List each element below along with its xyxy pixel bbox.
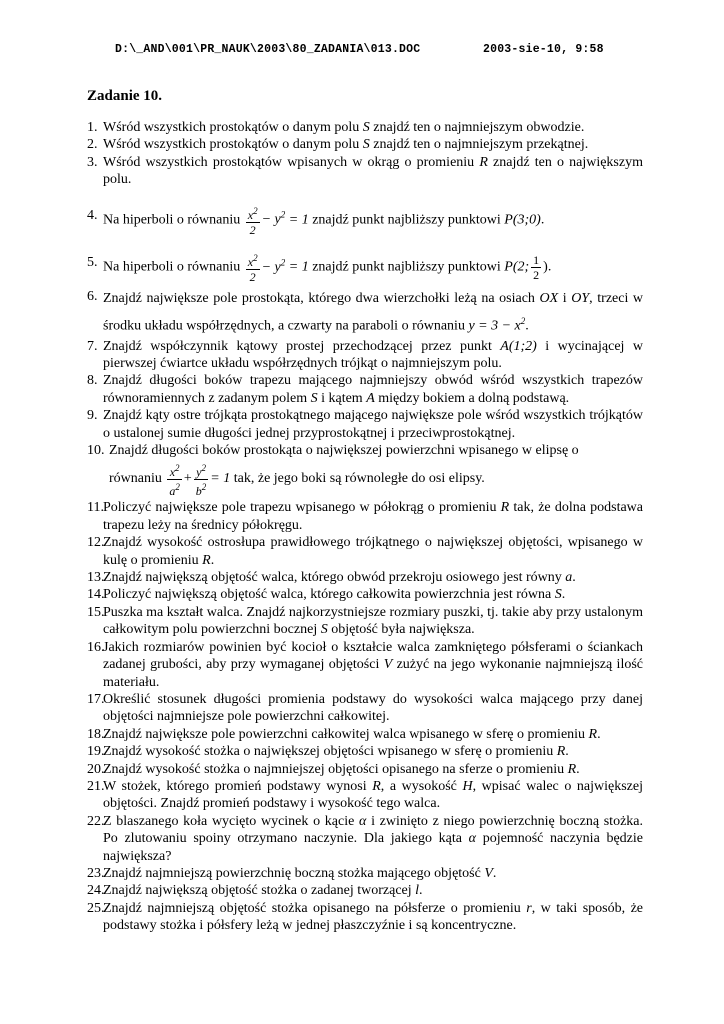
list-item: 8. Znajdź długości boków trapezu mającego najmniejszy obwód wśród wszystkich trapezów równoramiennych z zadanym polem S i kątem A między bokiem a dolną podstawą. [87,373,643,406]
list-item: 14. Policzyć największą objętość walca, którego całkowita powierzchnia jest równa S. [87,587,566,603]
list-item: 16. Jakich rozmiarów powinien być kocioł o kształcie walca zamkniętego półsferami o ściankach zadanej grubości, aby przy wymaganej objętości V zużyć na jego wykonanie najmniejszą ilość materiału. [87,639,643,690]
document-header [115,43,635,56]
list-item: 6. Znajdź największe pole prostokąta, którego dwa wierzchołki leżą na osiach OX i OY, trzeci w środku układu współrzędnych, a czwarty na paraboli o równaniu $y = 3 - x^2$. [87,288,644,334]
list-item: 3. Wśród wszystkich prostokątów wpisanych w okrąg o promieniu R znajdź ten o największym polu. [87,154,643,188]
list-item: 21. W stożek, którego promień podstawy wynosi R, a wysokość H, wpisać walec o największej objętości. Znajdź promień podstawy i wysokość tego walca. [87,778,644,812]
equation-fraction: $\frac{y^2}{b^2}$ [195,462,207,498]
list-item: 12. Znajdź wysokość ostrosłupa prawidłowego trójkątnego o największej objętości, wpisanego w kulę o promieniu R. [87,535,643,568]
list-item: 15. Puszka ma kształt walca. Znajdź najkorzystniejsze rozmiary puszki, tj. takie aby przy ustalonym całkowitym polu powierzchni bocznej S objętość była największa. [87,604,643,638]
list-item: 17. Określić stosunek długości promienia podstawy do wysokości walca mającego przy danej objętości najmniejsze pole powierzchni całkowitej. [87,691,643,725]
page-title: Zadanie 10. [87,88,163,104]
equation-fraction: $\frac{1}{2}$ [533,253,540,283]
list-item: 13. Znajdź największą objętość walca, którego obwód przekroju osiowego jest równy a. [87,570,576,586]
list-item: 1. Wśród wszystkich prostokątów o danym polu S znajdź ten o najmniejszym obwodzie. [87,120,585,135]
list-item: 20. Znajdź wysokość stożka o najmniejszej objętości opisanego na sferze o promieniu R. [87,761,580,777]
task-list [87,119,643,935]
file-date: 2003-sie-10, 9:58 [483,43,604,56]
list-item: 22. Z blaszanego koła wycięto wycinek o kącie α i zwinięto z niego powierzchnię boczną stożka. Po zlutowaniu spoiny otrzymano naczynie. Dla jakiego kąta α pojemność naczynia będzie największa? [87,813,643,864]
list-item: 11. Policzyć największe pole trapezu wpisanego w półokrąg o promieniu R tak, że dolna podstawa trapezu leży na średnicy półokręgu. [87,500,643,533]
list-item: 19. Znajdź wysokość stożka o największej objętości wpisanego w sferę o promieniu R. [87,744,569,760]
file-path: D:\_AND\001\PR_NAUK\2003\80_ZADANIA\013.DOC [115,43,421,56]
list-item: 2. Wśród wszystkich prostokątów o danym polu S znajdź ten o najmniejszym przekątnej. [87,137,589,153]
list-item: 25. Znajdź najmniejszą objętość stożka opisanego na półsferze o promieniu r, w taki sposób, że podstawy stożka i półsfery leżą w jednej płaszczyźnie i są koncentryczne. [87,900,643,934]
list-item: 18. Znajdź największe pole powierzchni całkowitej walca wpisanego w sferę o promieniu R. [87,726,601,742]
list-item: 23. Znajdź najmniejszą powierzchnię boczną stożka mającego objętość V. [87,865,497,881]
list-item: 4. Na hiperboli o równaniu $\frac{x^2}{2}$ − $y^2 = 1$ znajdź punkt najbliższy punktowi P(3;0). [87,205,545,237]
equation-fraction: $\frac{x^2}{2}$ [247,205,258,237]
list-item: 7. Znajdź współczynnik kątowy prostej przechodzącej przez punkt A(1;2) i wycinającej w pierwszej ćwiartce układu współrzędnych trójkąt o najmniejszym polu. [87,338,643,371]
list-item: 24. Znajdź największą objętość stożka o zadanej tworzącej l. [87,883,423,899]
equation-fraction: $\frac{x^2}{2}$ [247,253,258,285]
list-item: 10. Znajdź długości boków prostokąta o największej powierzchni wpisanego w elipsę o równaniu $\frac{x^2}{a^2}$ + $\frac{y^2}{b^2}$ = 1 tak, że jego boki są równoległe do osi elipsy. [87,443,579,498]
list-item: 5. Na hiperboli o równaniu $\frac{x^2}{2}$ − $y^2 = 1$ znajdź punkt najbliższy punktowi P(2; $\frac{1}{2}$ ). [87,253,552,285]
list-item: 9. Znajdź kąty ostre trójkąta prostokątnego mającego największe pole wśród wszystkich trójkątów o ustalonej sumie długości jednej przyprostokątnej i przeciwprostokątnej. [87,408,643,441]
equation-fraction: $\frac{x^2}{a^2}$ [169,462,180,498]
